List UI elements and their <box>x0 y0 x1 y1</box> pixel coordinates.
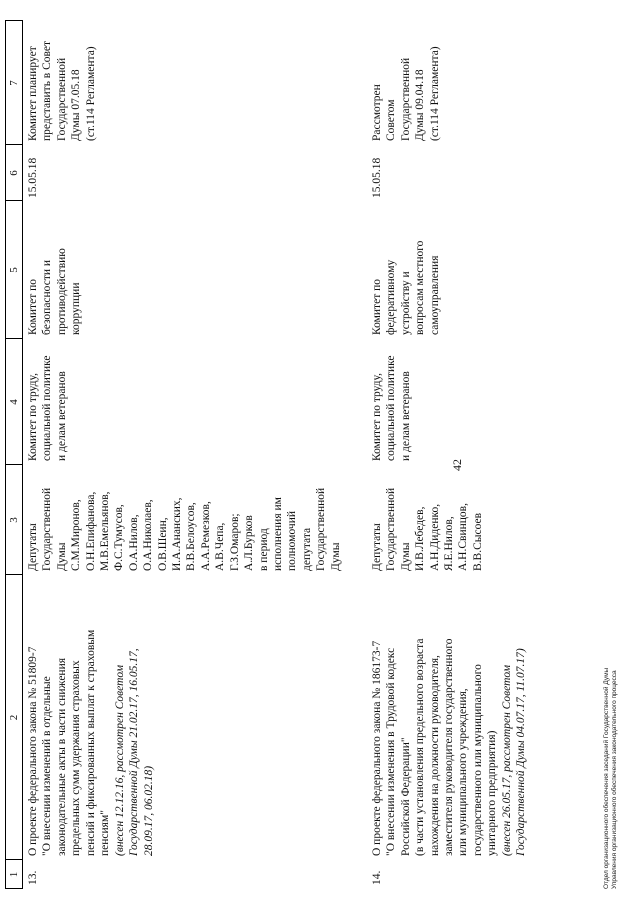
bill-note: (внесен 12.12.16, рассмотрен Советом Государственной Думы 21.02.17, 16.05.17, 28.09.17, 06.02.18) <box>114 648 155 856</box>
row-number: 13. <box>27 870 39 885</box>
col-header-3: 3 <box>8 517 20 523</box>
deadline-date: 15.05.18 <box>371 157 383 198</box>
bill-status: Комитет планирует представить в Совет Государственной Думы 07.05.18 (ст.114 Регламента) <box>27 40 97 141</box>
row-number: 14. <box>371 870 383 885</box>
responsible-committee: Комитет по труду, социальной политике и делам ветеранов <box>27 355 68 461</box>
bill-title: О проекте федерального закона № 186173-7 "О внесении изменения в Трудовой кодекс Российской Федерации" (в части установления предельного возраста нахождения на должности руководителя, заместителя руководителя государственного или муниципального учреждения, государственного или муниципального унитарного предприятия) <box>371 638 499 856</box>
col-header-4: 4 <box>8 399 20 405</box>
col-header-1: 1 <box>8 871 20 878</box>
header-bottom-border <box>22 21 23 889</box>
col-header-5: 5 <box>8 267 20 273</box>
page-number: 42 <box>450 459 464 471</box>
responsible-committee: Комитет по труду, социальной политике и делам ветеранов <box>371 355 412 461</box>
footer-department: Отдел организационного обеспечения заседаний Государственной Думы <box>603 667 610 889</box>
bill-authors: Депутаты Государственной Думы И.В.Лебедев, А.Н.Диденко, Я.Е.Нилов, А.Н.Свинцов, В.В.Сысоев <box>371 487 484 571</box>
co-executor-committee: Комитет по федеративному устройству и вопросам местного самоуправления <box>371 240 441 335</box>
deadline-date: 15.05.18 <box>27 157 39 198</box>
bill-status: Рассмотрен Советом Государственной Думы 09.04.18 (ст.114 Регламента) <box>371 46 441 141</box>
bill-authors: Депутаты Государственной Думы С.М.Миронов, О.Н.Епифанова, М.В.Емельянов, Ф.С.Тумусов, О.А.Нилов, О.А.Николаев, О.В.Шеин, И.А.Ананских, В.В.Белоусов, А.А.Ремезков, А.В.Чепа, Г.З.Омаров; А.Л.Бурков в период исполнения им полномочий депутата Государственной Думы <box>27 487 342 571</box>
col-header-6: 6 <box>8 170 20 176</box>
footer-directorate: Управления организационного обеспечения законодательного процесса <box>611 670 618 889</box>
co-executor-committee: Комитет по безопасности и противодействию коррупции <box>27 248 83 335</box>
col-header-7: 7 <box>8 80 20 86</box>
bill-title: О проекте федерального закона № 51809-7 "О внесении изменений в отдельные законодательные акты в части снижения предельных сумм удержания страховых пенсий и фиксированных выплат к страховым пенсиям" <box>27 629 112 856</box>
col-header-2: 2 <box>8 714 20 721</box>
bill-note: (внесен 26.05.17, рассмотрен Советом Государственной Думы 04.07.17, 11.07.17) <box>501 648 528 856</box>
